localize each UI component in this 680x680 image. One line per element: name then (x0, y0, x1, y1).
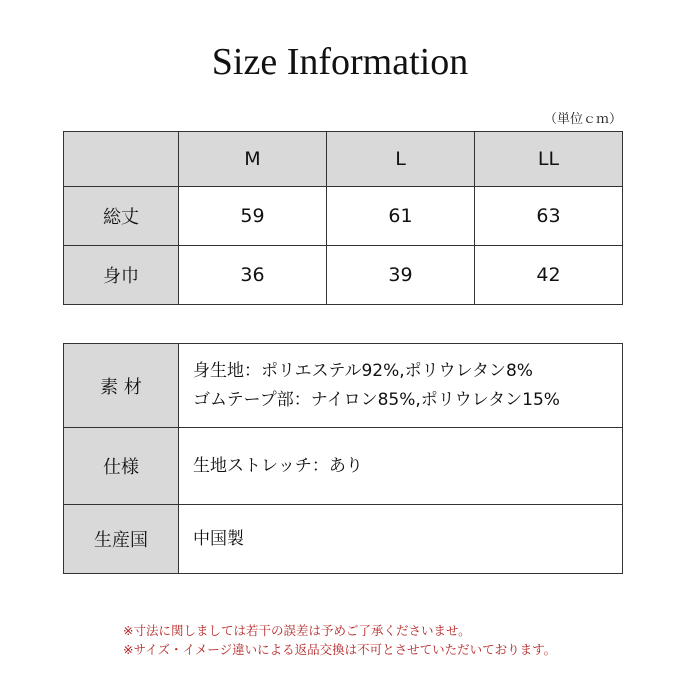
spec-value: 生地ストレッチ：あり (179, 428, 623, 505)
material-line-2: ゴムテープ部：ナイロン85%,ポリウレタン15% (193, 389, 560, 410)
origin-value: 中国製 (179, 505, 623, 574)
column-header-l: L (327, 132, 475, 187)
spec-label: 仕様 (64, 428, 179, 505)
material-label: 素 材 (64, 344, 179, 428)
unit-note: （単位ｃｍ） (543, 112, 622, 127)
column-header-ll: LL (475, 132, 623, 187)
size-header-row (64, 132, 623, 187)
corner-cell (64, 132, 179, 187)
spec-row (64, 428, 623, 505)
column-header-m: M (179, 132, 327, 187)
note-line: ※寸法に関しましては若干の誤差は予めご了承くださいませ。 (123, 623, 471, 638)
row-header-width: 身巾 (64, 246, 179, 305)
row-header-length: 総丈 (64, 187, 179, 246)
note-line: ※サイズ・イメージ違いによる返品交換は不可とさせていただいております。 (123, 642, 557, 658)
notes (123, 621, 556, 660)
table-cell: 39 (327, 246, 475, 305)
table-cell: 63 (475, 187, 623, 246)
origin-label: 生産国 (64, 505, 179, 574)
table-row (64, 246, 623, 305)
table-cell: 42 (475, 246, 623, 305)
material-line-1: 身生地：ポリエステル92%,ポリウレタン8% (193, 360, 533, 381)
table-cell: 61 (327, 187, 475, 246)
origin-row (64, 505, 623, 574)
table-cell: 36 (179, 246, 327, 305)
material-value (179, 344, 623, 428)
size-table (63, 131, 623, 305)
info-table (63, 343, 623, 574)
table-cell: 59 (179, 187, 327, 246)
page-title: Size Information (211, 41, 469, 83)
table-row (64, 187, 623, 246)
material-row (64, 344, 623, 428)
